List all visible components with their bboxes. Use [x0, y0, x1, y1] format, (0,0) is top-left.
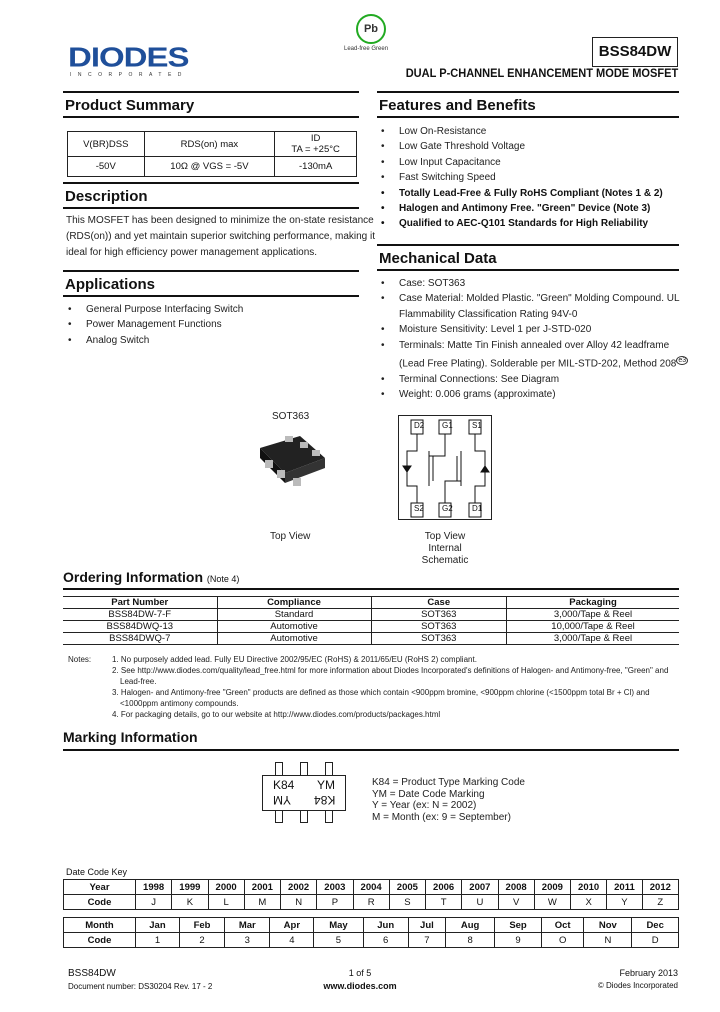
cell: K	[172, 895, 208, 910]
month-code-table	[63, 917, 679, 948]
list-item	[377, 291, 688, 322]
cell: BSS84DWQ-13	[63, 621, 217, 633]
cell: M	[244, 895, 280, 910]
pin-d1: D1	[472, 504, 483, 513]
list-item: • Power Management Functions	[64, 317, 243, 332]
pin-g2: G2	[442, 504, 453, 513]
item-text: (Lead Free Plating). Solderable per MIL-STD-202, Method 208	[399, 358, 677, 370]
cell: Standard	[217, 609, 371, 621]
cell: 3,000/Tape & Reel	[507, 633, 679, 645]
cell: 10,000/Tape & Reel	[507, 621, 679, 633]
header-id	[275, 132, 357, 157]
cell: O	[541, 933, 584, 948]
cell: SOT363	[371, 633, 507, 645]
e3-icon: e3	[678, 357, 687, 365]
divider	[63, 749, 679, 751]
cell: Feb	[179, 918, 224, 933]
header-rdson: RDS(on) max	[144, 132, 275, 157]
col-header: Packaging	[507, 597, 679, 609]
marking-mirrored: YM	[273, 793, 291, 807]
doc-subtitle: DUAL P-CHANNEL ENHANCEMENT MODE MOSFET	[405, 66, 678, 80]
header-vbrdss: V(BR)DSS	[68, 132, 145, 157]
item-text: Terminals: Matte Tin Finish annealed over Alloy 42 leadframe	[399, 339, 670, 351]
cell: 2012	[642, 880, 678, 895]
cell: Automotive	[217, 621, 371, 633]
cell: N	[281, 895, 317, 910]
year-code-table	[63, 879, 679, 910]
cell: BSS84DWQ-7	[63, 633, 217, 645]
lead-free-label: Lead-free Green	[344, 46, 389, 52]
pin-d2: D2	[414, 421, 425, 430]
desc-line: ideal for high efficiency power management applications.	[66, 247, 318, 258]
ordering-heading	[63, 569, 239, 585]
item-text: Case Material: Molded Plastic. "Green" Molding Compound. UL	[399, 293, 680, 305]
ordering-title: Ordering Information	[63, 569, 203, 585]
cell: S	[389, 895, 425, 910]
footer-copyright: © Diodes Incorporated	[597, 981, 678, 990]
pin-g1: G1	[442, 421, 453, 430]
note: 4. For packaging details, go to our website at http://www.diodes.com/products/packages.html	[112, 710, 441, 719]
ta-label: TA = +25°C	[291, 144, 340, 155]
diodes-logo: DIODES	[68, 40, 189, 73]
list-item: • Halogen and Antimony Free. "Green" Device (Note 3)	[377, 201, 663, 216]
cell: 3	[225, 933, 270, 948]
row-header: Code	[64, 895, 136, 910]
row-header: Year	[64, 880, 136, 895]
cell: May	[314, 918, 363, 933]
cell: Jan	[136, 918, 180, 933]
cell: 6	[363, 933, 408, 948]
mechanical-list	[377, 276, 688, 403]
note: 3. Halogen- and Antimony-free "Green" products are defined as those which contain <900ppm bromine, <900ppm chlorine (<1500ppm total Br + Cl) and <1000ppm antimony compounds.	[112, 688, 650, 708]
schematic-caption	[405, 531, 485, 567]
note: 2. See http://www.diodes.com/quality/lead_free.html for more information about Diodes Incorporated's definitions of Halogen- and Antimony-free, "Green" and Lead-free.	[112, 666, 669, 686]
cell: L	[208, 895, 244, 910]
cell: Automotive	[217, 633, 371, 645]
table-row	[64, 933, 679, 948]
list-item	[377, 338, 688, 372]
notes-list	[112, 654, 672, 720]
marking-heading: Marking Information	[63, 729, 198, 745]
cell: 2004	[353, 880, 389, 895]
cell: P	[317, 895, 353, 910]
pin-s1: S1	[472, 421, 482, 430]
table-row	[63, 609, 679, 621]
list-item: • Low Gate Threshold Voltage	[377, 139, 663, 154]
item-text: Flammability Classification Rating 94V-0	[399, 308, 578, 320]
cell: Z	[642, 895, 678, 910]
cell: 7	[408, 933, 445, 948]
cell: 5	[314, 933, 363, 948]
page-number: 1 of 5	[348, 968, 372, 978]
date-code-label: Date Code Key	[66, 867, 128, 877]
cell: 8	[446, 933, 495, 948]
table-row	[64, 895, 679, 910]
cell: 2005	[389, 880, 425, 895]
cell: 2006	[426, 880, 462, 895]
legend-line: YM = Date Code Marking	[372, 788, 485, 800]
footer-doc-number: Document number: DS30204 Rev. 17 - 2	[68, 982, 213, 991]
col-header: Case	[371, 597, 507, 609]
list-item: • Case: SOT363	[377, 276, 688, 291]
cell: 2010	[571, 880, 607, 895]
cell: 2007	[462, 880, 498, 895]
table-row	[64, 880, 679, 895]
list-item: • Fast Switching Speed	[377, 170, 663, 185]
cell: 1	[136, 933, 180, 948]
cell: Aug	[446, 918, 495, 933]
caption-line: Internal Schematic	[421, 543, 469, 566]
website-link[interactable]: www.diodes.com	[323, 981, 397, 991]
marking-mirrored: K84	[313, 793, 335, 807]
cell: N	[584, 933, 632, 948]
legend-line: M = Month (ex: 9 = September)	[372, 811, 511, 823]
cell: -130mA	[275, 157, 357, 177]
cell: Y	[607, 895, 642, 910]
features-list	[377, 124, 663, 232]
description-text	[66, 213, 375, 261]
cell: Mar	[225, 918, 270, 933]
cell: 4	[270, 933, 314, 948]
id-label: ID	[310, 133, 321, 144]
cell: 9	[495, 933, 542, 948]
desc-line: (RDS(on)) and yet maintain superior switching performance, making it	[66, 231, 376, 242]
cell: SOT363	[371, 621, 507, 633]
package-caption: Top View	[270, 531, 311, 542]
applications-heading: Applications	[63, 270, 359, 297]
list-item: • Analog Switch	[64, 333, 243, 348]
table-row	[63, 621, 679, 633]
cell: Jun	[363, 918, 408, 933]
cell: 2	[179, 933, 224, 948]
marking-code: K84	[273, 778, 295, 792]
cell: BSS84DW-7-F	[63, 609, 217, 621]
cell: D	[632, 933, 679, 948]
desc-line: This MOSFET has been designed to minimize the on-state resistance	[66, 215, 374, 226]
row-header: Month	[64, 918, 136, 933]
product-summary-table	[67, 131, 357, 177]
cell: W	[534, 895, 570, 910]
cell: Jul	[408, 918, 445, 933]
marking-legend	[372, 777, 525, 823]
col-header: Compliance	[217, 597, 371, 609]
cell: Sep	[495, 918, 542, 933]
footer-date: February 2013	[619, 968, 678, 978]
legend-line: Y = Year (ex: N = 2002)	[372, 800, 477, 811]
cell: Nov	[584, 918, 632, 933]
cell: V	[498, 895, 534, 910]
list-item: • Moisture Sensitivity: Level 1 per J-STD-020	[377, 322, 688, 337]
features-heading: Features and Benefits	[377, 91, 679, 118]
mechanical-heading: Mechanical Data	[377, 244, 679, 271]
lead-free-icon: Pb	[356, 14, 386, 44]
note-ref: (Note 4)	[206, 574, 240, 584]
cell: Dec	[632, 918, 679, 933]
internal-schematic	[398, 415, 492, 520]
pin-s2: S2	[414, 504, 424, 513]
list-item: • Totally Lead-Free & Fully RoHS Compliant (Notes 1 & 2)	[377, 186, 663, 201]
applications-list	[64, 302, 243, 348]
note: 1. No purposely added lead. Fully EU Directive 2002/95/EC (RoHS) & 2011/65/EU (RoHS 2) compliant.	[112, 655, 477, 664]
description-heading: Description	[63, 182, 359, 209]
cell: X	[571, 895, 607, 910]
cell: J	[136, 895, 172, 910]
list-item: • Qualified to AEC-Q101 Standards for High Reliability	[377, 216, 663, 231]
cell: 2008	[498, 880, 534, 895]
cell: 2000	[208, 880, 244, 895]
cell: 3,000/Tape & Reel	[507, 609, 679, 621]
cell: 2009	[534, 880, 570, 895]
cell: 2003	[317, 880, 353, 895]
divider	[63, 588, 679, 590]
package-label: SOT363	[272, 411, 310, 422]
cell: R	[353, 895, 389, 910]
legend-line: K84 = Product Type Marking Code	[372, 777, 525, 788]
list-item: • Weight: 0.006 grams (approximate)	[377, 387, 688, 402]
list-item: • General Purpose Interfacing Switch	[64, 302, 243, 317]
ordering-table	[63, 596, 679, 645]
cell: Apr	[270, 918, 314, 933]
list-item: • Low Input Capacitance	[377, 155, 663, 170]
caption-line: Top View	[424, 531, 466, 542]
product-summary-heading: Product Summary	[63, 91, 359, 118]
date-code-marking: YM	[317, 778, 335, 792]
list-item: • Terminal Connections: See Diagram	[377, 372, 688, 387]
col-header: Part Number	[63, 597, 217, 609]
table-row	[63, 633, 679, 645]
cell: Oct	[541, 918, 584, 933]
logo-subtext: INCORPORATED	[70, 72, 188, 78]
cell: 10Ω @ VGS = -5V	[144, 157, 275, 177]
cell: 1999	[172, 880, 208, 895]
marking-diagram	[262, 775, 346, 811]
cell: SOT363	[371, 609, 507, 621]
footer-part: BSS84DW	[68, 968, 116, 979]
cell: -50V	[68, 157, 145, 177]
sot363-package-image	[245, 428, 335, 503]
notes-label: Notes:	[68, 655, 92, 664]
cell: 1998	[136, 880, 172, 895]
cell: 2001	[244, 880, 280, 895]
row-header: Code	[64, 933, 136, 948]
cell: 2002	[281, 880, 317, 895]
table-row	[64, 918, 679, 933]
cell: U	[462, 895, 498, 910]
part-number-box: BSS84DW	[592, 37, 678, 67]
cell: 2011	[607, 880, 642, 895]
cell: T	[426, 895, 462, 910]
list-item: • Low On-Resistance	[377, 124, 663, 139]
